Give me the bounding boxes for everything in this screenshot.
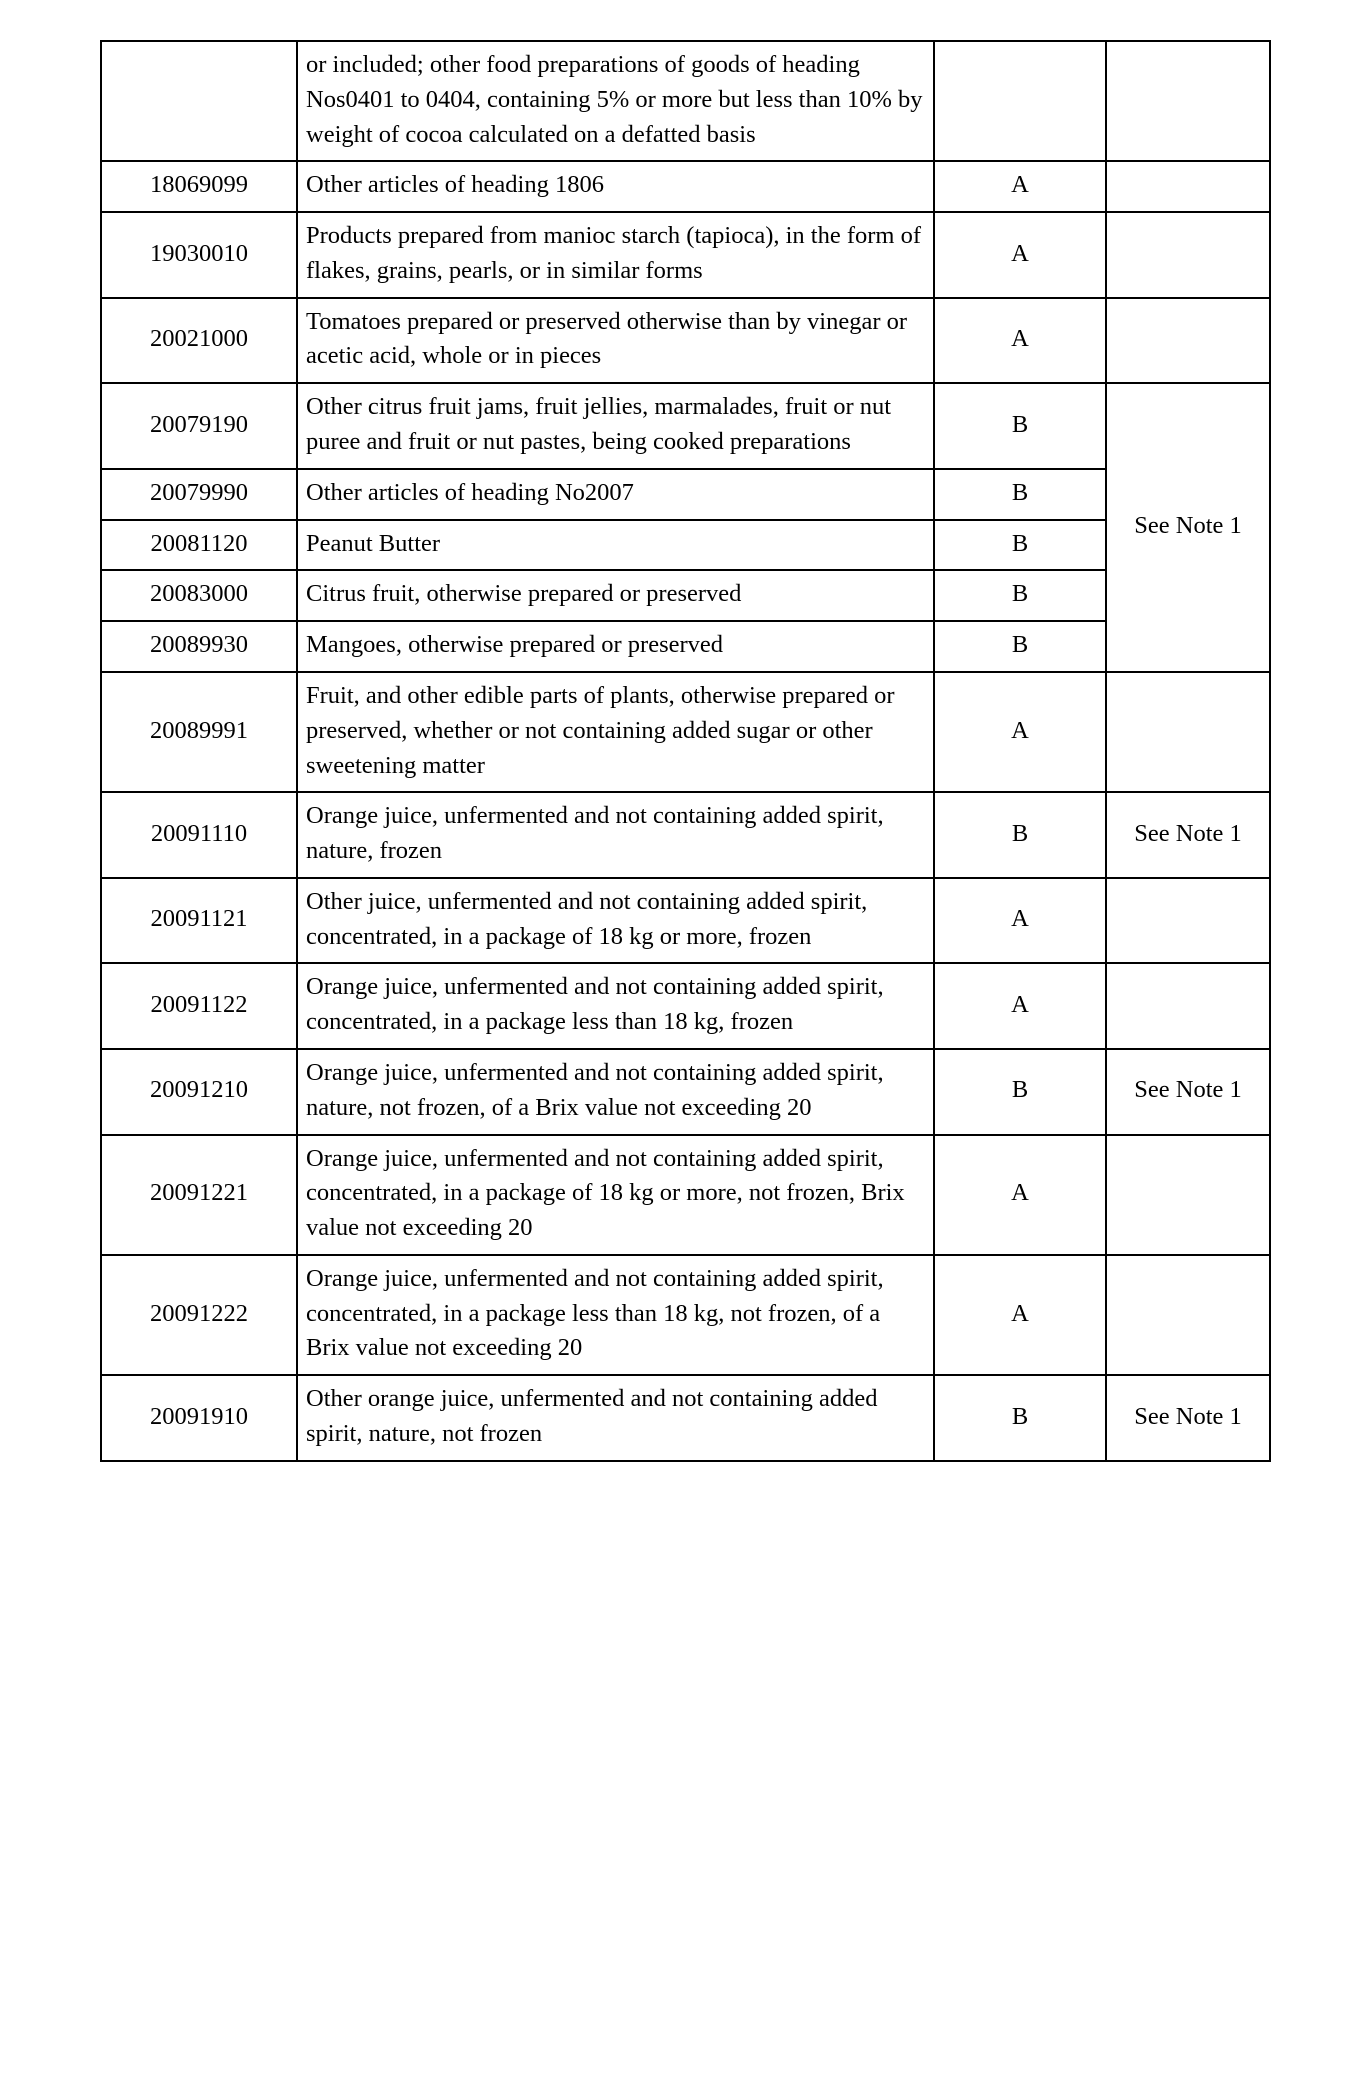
- cell-code: 20091210: [101, 1049, 297, 1135]
- cell-note: See Note 1: [1106, 1049, 1270, 1135]
- cell-category: B: [934, 792, 1106, 878]
- cell-category: A: [934, 298, 1106, 384]
- cell-category: B: [934, 383, 1106, 469]
- cell-description: Mangoes, otherwise prepared or preserved: [297, 621, 934, 672]
- cell-note: See Note 1: [1106, 383, 1270, 672]
- cell-note: [1106, 41, 1270, 161]
- tariff-table-body: [101, 41, 1270, 1461]
- table-row: [101, 383, 1270, 469]
- table-row: [101, 298, 1270, 384]
- cell-description: Other citrus fruit jams, fruit jellies, marmalades, fruit or nut puree and fruit or nut pastes, being cooked preparations: [297, 383, 934, 469]
- table-row: [101, 963, 1270, 1049]
- table-row: [101, 520, 1270, 571]
- cell-code: 20091122: [101, 963, 297, 1049]
- table-row: [101, 41, 1270, 161]
- cell-code: 18069099: [101, 161, 297, 212]
- cell-description: Fruit, and other edible parts of plants, otherwise prepared or preserved, whether or not containing added sugar or other sweetening matter: [297, 672, 934, 792]
- cell-description: Citrus fruit, otherwise prepared or preserved: [297, 570, 934, 621]
- cell-category: A: [934, 1135, 1106, 1255]
- cell-note: [1106, 161, 1270, 212]
- cell-description: Orange juice, unfermented and not containing added spirit, concentrated, in a package of 18 kg or more, not frozen, Brix value not exceeding 20: [297, 1135, 934, 1255]
- cell-description: Orange juice, unfermented and not containing added spirit, concentrated, in a package less than 18 kg, not frozen, of a Brix value not exceeding 20: [297, 1255, 934, 1375]
- cell-description: Orange juice, unfermented and not containing added spirit, nature, frozen: [297, 792, 934, 878]
- cell-code: 20083000: [101, 570, 297, 621]
- cell-note: See Note 1: [1106, 792, 1270, 878]
- cell-code: 20079990: [101, 469, 297, 520]
- cell-category: A: [934, 963, 1106, 1049]
- cell-note: [1106, 298, 1270, 384]
- cell-description: or included; other food preparations of goods of heading Nos0401 to 0404, containing 5% or more but less than 10% by weight of cocoa calculated on a defatted basis: [297, 41, 934, 161]
- cell-description: Peanut Butter: [297, 520, 934, 571]
- cell-category: A: [934, 672, 1106, 792]
- cell-code: 20091910: [101, 1375, 297, 1461]
- cell-code: 19030010: [101, 212, 297, 298]
- cell-category: B: [934, 1049, 1106, 1135]
- cell-description: Orange juice, unfermented and not containing added spirit, concentrated, in a package less than 18 kg, frozen: [297, 963, 934, 1049]
- cell-description: Tomatoes prepared or preserved otherwise than by vinegar or acetic acid, whole or in pieces: [297, 298, 934, 384]
- cell-category: [934, 41, 1106, 161]
- cell-category: A: [934, 1255, 1106, 1375]
- cell-description: Other articles of heading 1806: [297, 161, 934, 212]
- cell-description: Other orange juice, unfermented and not containing added spirit, nature, not frozen: [297, 1375, 934, 1461]
- cell-note: [1106, 963, 1270, 1049]
- cell-code: 20089991: [101, 672, 297, 792]
- cell-note: [1106, 672, 1270, 792]
- table-row: [101, 878, 1270, 964]
- cell-description: Products prepared from manioc starch (tapioca), in the form of flakes, grains, pearls, or in similar forms: [297, 212, 934, 298]
- table-row: [101, 570, 1270, 621]
- tariff-table: [100, 40, 1271, 1462]
- table-row: [101, 1375, 1270, 1461]
- cell-code: [101, 41, 297, 161]
- cell-code: 20021000: [101, 298, 297, 384]
- table-row: [101, 672, 1270, 792]
- table-row: [101, 621, 1270, 672]
- table-row: [101, 1135, 1270, 1255]
- table-row: [101, 161, 1270, 212]
- cell-code: 20091222: [101, 1255, 297, 1375]
- table-row: [101, 1255, 1270, 1375]
- table-row: [101, 1049, 1270, 1135]
- cell-category: B: [934, 520, 1106, 571]
- cell-note: [1106, 212, 1270, 298]
- cell-code: 20081120: [101, 520, 297, 571]
- cell-category: A: [934, 212, 1106, 298]
- table-row: [101, 212, 1270, 298]
- cell-category: A: [934, 878, 1106, 964]
- cell-note: [1106, 1135, 1270, 1255]
- cell-code: 20079190: [101, 383, 297, 469]
- cell-description: Other juice, unfermented and not containing added spirit, concentrated, in a package of 18 kg or more, frozen: [297, 878, 934, 964]
- cell-category: B: [934, 469, 1106, 520]
- cell-category: B: [934, 570, 1106, 621]
- cell-category: B: [934, 621, 1106, 672]
- cell-code: 20091221: [101, 1135, 297, 1255]
- cell-description: Other articles of heading No2007: [297, 469, 934, 520]
- cell-category: A: [934, 161, 1106, 212]
- cell-category: B: [934, 1375, 1106, 1461]
- cell-note: [1106, 878, 1270, 964]
- table-row: [101, 469, 1270, 520]
- cell-note: See Note 1: [1106, 1375, 1270, 1461]
- cell-code: 20091110: [101, 792, 297, 878]
- cell-code: 20091121: [101, 878, 297, 964]
- cell-note: [1106, 1255, 1270, 1375]
- table-row: [101, 792, 1270, 878]
- cell-description: Orange juice, unfermented and not containing added spirit, nature, not frozen, of a Brix value not exceeding 20: [297, 1049, 934, 1135]
- cell-code: 20089930: [101, 621, 297, 672]
